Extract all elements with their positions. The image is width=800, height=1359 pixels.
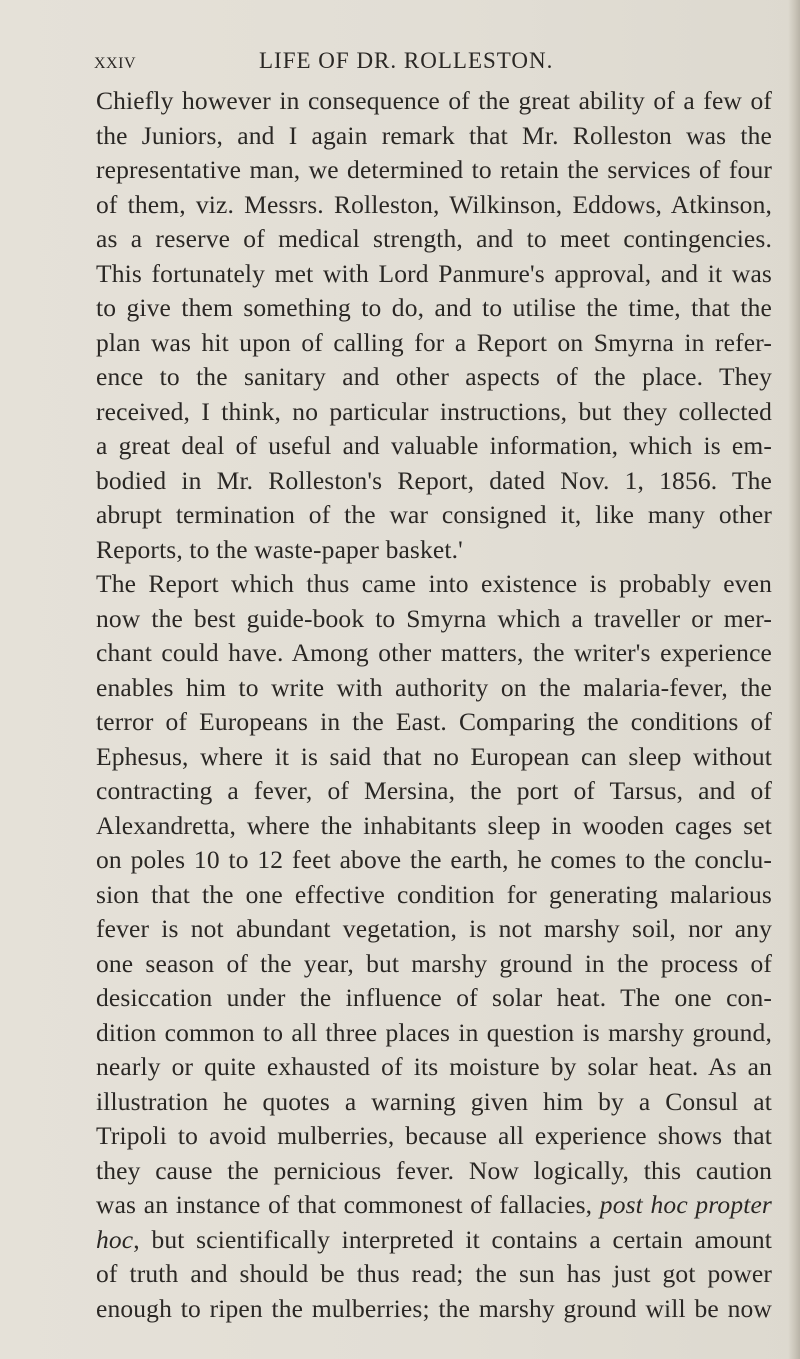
page-number: xxiv	[94, 48, 136, 73]
text-line: contracting a fever, of Mersina, the port of Tarsus, and of	[96, 776, 772, 805]
text-line: a great deal of useful and valuable information, which is em-	[96, 431, 772, 460]
text-line: desiccation under the influence of solar heat. The one con-	[96, 983, 772, 1012]
text-line: as a reserve of medical strength, and to meet contingencies.	[96, 224, 772, 253]
text-line	[96, 1188, 772, 1223]
italic-phrase: post hoc propter	[599, 1190, 773, 1219]
text-line: Tripoli to avoid mulberries, because all experience shows that	[96, 1121, 772, 1150]
text-line: This fortunately met with Lord Panmure's approval, and it was	[96, 258, 772, 288]
page-header	[94, 38, 744, 78]
text-line: ence to the sanitary and other aspects of the place. They	[96, 362, 772, 391]
text-line: abrupt termination of the war consigned it, like many other	[96, 500, 772, 529]
text-line: bodied in Mr. Rolleston's Report, dated Nov. 1, 1856. The	[96, 465, 772, 495]
text-line: terror of Europeans in the East. Comparing the conditions of	[96, 707, 772, 736]
text-line: plan was hit upon of calling for a Report on Smyrna in refer-	[96, 327, 772, 357]
text-line: received, I think, no particular instructions, but they collected	[96, 396, 772, 426]
body-text	[96, 84, 772, 1326]
text-line: enables him to write with authority on the malaria-fever, the	[96, 672, 772, 702]
text-line	[96, 1223, 772, 1258]
text-line: Alexandretta, where the inhabitants sleep in wooden cages set	[96, 810, 772, 840]
running-head: LIFE OF DR. ROLLESTON.	[259, 48, 554, 73]
page-edge-shadow	[788, 0, 800, 1359]
text-line: nearly or quite exhausted of its moisture by solar heat. As an	[96, 1052, 772, 1081]
text-line: enough to ripen the mulberries; the marshy ground will be now	[96, 1293, 772, 1323]
text-line: to give them something to do, and to utilise the time, that the	[96, 293, 772, 322]
text-line: Ephesus, where it is said that no European can sleep without	[96, 741, 772, 771]
text-line: fever is not abundant vegetation, is not marshy soil, nor any	[96, 914, 772, 943]
text-line: dition common to all three places in question is marshy ground,	[96, 1017, 772, 1047]
text-span: , but scientifically interpreted it contains a certain amount	[133, 1224, 772, 1254]
italic-phrase: hoc	[96, 1224, 134, 1254]
text-span: was an instance of that commonest of fallacies,	[96, 1190, 600, 1219]
text-line: one season of the year, but marshy ground in the process of	[96, 948, 772, 978]
text-line: chant could have. Among other matters, the writer's experience	[96, 638, 772, 667]
text-line: of them, viz. Messrs. Rolleston, Wilkinson, Eddows, Atkinson,	[96, 189, 772, 219]
text-line: they cause the pernicious fever. Now logically, this caution	[96, 1155, 772, 1185]
text-line: of truth and should be thus read; the sun has just got power	[96, 1259, 772, 1288]
text-line: The Report which thus came into existence is probably even	[96, 569, 772, 598]
text-line: Chiefly however in consequence of the great ability of a few of	[96, 86, 772, 115]
text-line: illustration he quotes a warning given him by a Consul at	[96, 1086, 772, 1116]
text-line: representative man, we determined to retain the services of four	[96, 155, 772, 184]
text-line: sion that the one effective condition for generating malarious	[96, 879, 772, 909]
text-line: now the best guide-book to Smyrna which a traveller or mer-	[96, 603, 772, 633]
text-line: the Juniors, and I again remark that Mr. Rolleston was the	[96, 120, 772, 150]
text-line: on poles 10 to 12 feet above the earth, he comes to the conclu-	[96, 845, 772, 874]
text-line: Reports, to the waste-paper basket.'	[96, 534, 463, 564]
